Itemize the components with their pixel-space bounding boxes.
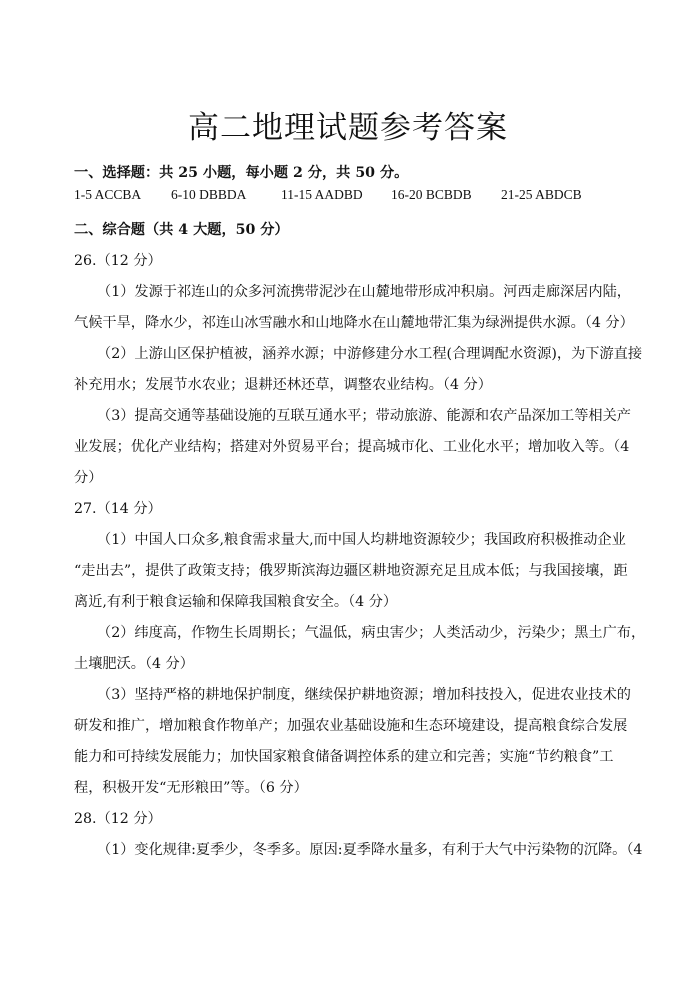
answer-group: 6-10 DBBDA — [171, 187, 247, 202]
answer-group: 11-15 AADBD — [281, 187, 363, 202]
question-number: 28.（12 分） — [74, 811, 162, 827]
page-title: 高二地理试题参考答案 — [188, 110, 508, 146]
answer-line: “走出去”，提供了政策支持；俄罗斯滨海边疆区耕地资源充足且成本低；与我国接壤，距 — [74, 563, 628, 579]
answer-line: （2）纬度高，作物生长周期长；气温低，病虫害少；人类活动少，污染少；黑土广布， — [97, 625, 646, 641]
answer-line: 研发和推广，增加粮食作物单产；加强农业基础设施和生态环境建设，提高粮食综合发展 — [74, 718, 628, 734]
answer-line: （1）变化规律:夏季少，冬季多。原因:夏季降水量多，有利于大气中污染物的沉降。（4 — [97, 842, 643, 858]
answer-group: 1-5 ACCBA — [74, 187, 142, 202]
answer-line: （1）发源于祁连山的众多河流携带泥沙在山麓地带形成冲积扇。河西走廊深居内陆， — [97, 284, 631, 300]
answer-line: （1）中国人口众多,粮食需求量大,而中国人均耕地资源较少；我国政府积极推动企业 — [97, 532, 626, 548]
answer-group: 16-20 BCBDB — [391, 187, 472, 202]
answer-line: 程，积极开发“无形粮田”等。（6 分） — [74, 780, 308, 796]
answer-line: （2）上游山区保护植被，涵养水源；中游修建分水工程(合理调配水资源)，为下游直接 — [97, 346, 643, 362]
answer-line: 分） — [74, 470, 103, 486]
answer-line: 业发展；优化产业结构；搭建对外贸易平台；提高城市化、工业化水平；增加收入等。（4 — [74, 439, 630, 455]
section1-heading: 一、选择题：共 25 小题，每小题 2 分，共 50 分。 — [74, 165, 409, 181]
answer-line: （3）提高交通等基础设施的互联互通水平；带动旅游、能源和农产品深加工等相关产 — [97, 408, 631, 424]
answer-line: （3）坚持严格的耕地保护制度，继续保护耕地资源；增加科技投入，促进农业技术的 — [97, 687, 631, 703]
answer-line: 离近,有利于粮食运输和保障我国粮食安全。（4 分） — [74, 594, 398, 610]
question-number: 26.（12 分） — [74, 253, 162, 269]
answer-line: 土壤肥沃。（4 分） — [74, 656, 194, 672]
section2-heading: 二、综合题（共 4 大题，50 分） — [74, 222, 289, 238]
answer-line: 能力和可持续发展能力；加快国家粮食储备调控体系的建立和完善；实施“节约粮食”工 — [74, 749, 614, 765]
answer-line: 气候干旱，降水少，祁连山冰雪融水和山地降水在山麓地带汇集为绿洲提供水源。（4 分） — [74, 315, 634, 331]
answer-line: 补充用水；发展节水农业；退耕还林还草，调整农业结构。（4 分） — [74, 377, 492, 393]
answer-group: 21-25 ABDCB — [501, 187, 582, 202]
question-number: 27.（14 分） — [74, 501, 162, 517]
